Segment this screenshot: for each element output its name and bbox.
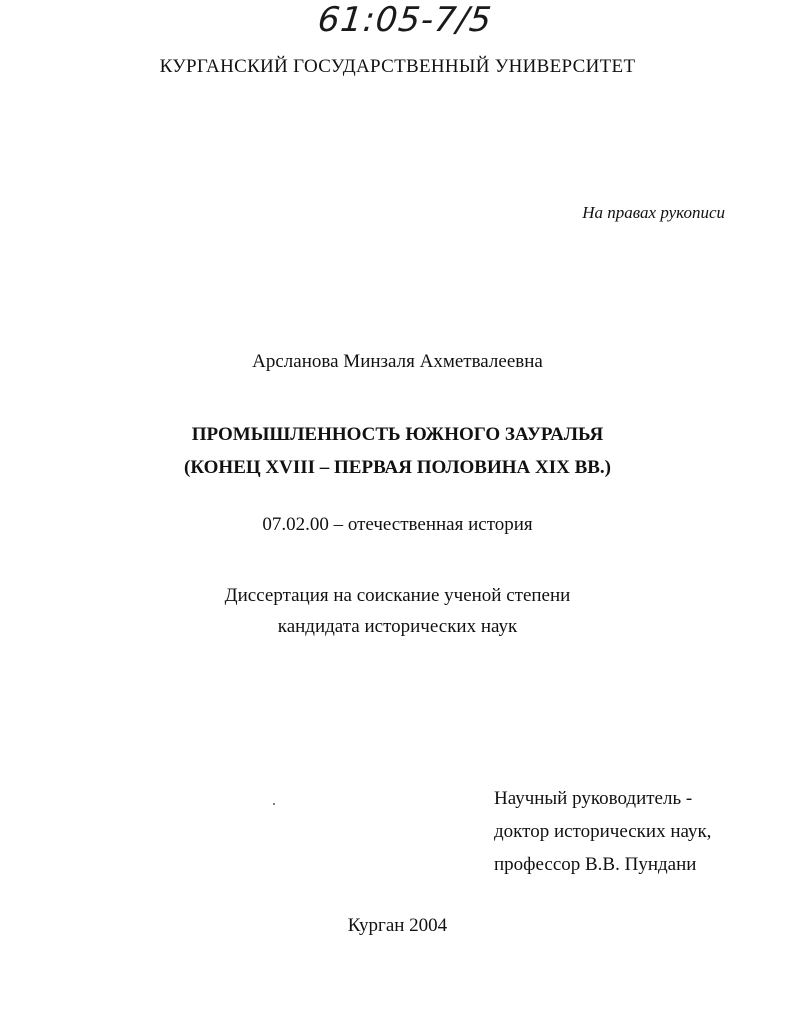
author-name: Арсланова Минзаля Ахметвалеевна: [252, 351, 543, 372]
supervisor-line-2: доктор исторических наук,: [494, 821, 712, 842]
dissertation-title: [0, 418, 795, 484]
university-name: КУРГАНСКИЙ ГОСУДАРСТВЕННЫЙ УНИВЕРСИТЕТ: [159, 56, 636, 77]
degree-line-1: Диссертация на соискание ученой степени: [224, 585, 571, 606]
supervisor-line-1: Научный руководитель -: [494, 788, 693, 809]
specialty-code: 07.02.00 – отечественная история: [262, 514, 533, 535]
title-line-2: (КОНЕЦ XVIII – ПЕРВАЯ ПОЛОВИНА XIX ВВ.): [184, 457, 611, 478]
supervisor-block: [494, 782, 711, 881]
degree-line-2: кандидата исторических наук: [277, 616, 518, 637]
supervisor-line-3: профессор В.В. Пундани: [494, 854, 697, 875]
scan-speck: [273, 803, 275, 805]
degree-statement: [0, 580, 795, 642]
handwritten-archive-mark: 61:05-7/5: [315, 0, 495, 40]
city-year: Курган 2004: [347, 915, 448, 936]
rights-note: На правах рукописи: [582, 203, 725, 222]
title-line-1: ПРОМЫШЛЕННОСТЬ ЮЖНОГО ЗАУРАЛЬЯ: [191, 424, 604, 445]
